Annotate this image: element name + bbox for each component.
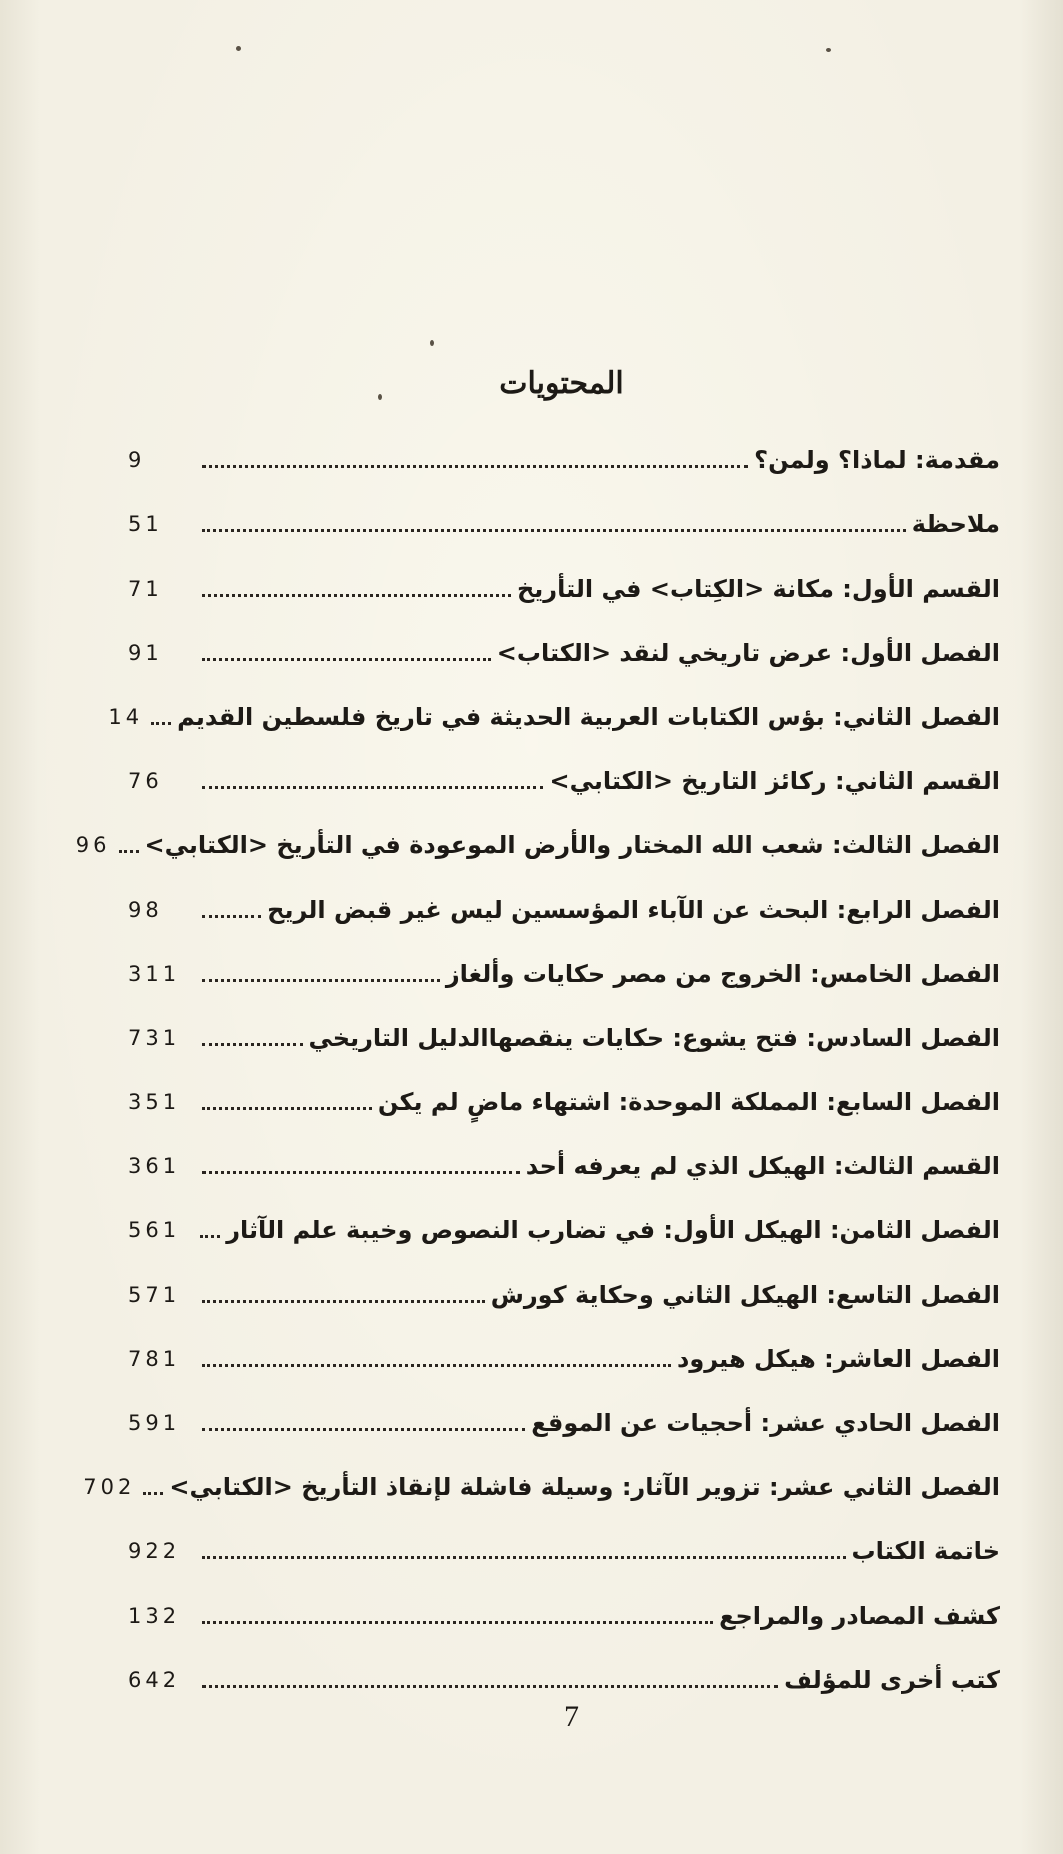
toc-entry: [128, 1632, 1000, 1696]
toc-entry-page: 591: [128, 1411, 181, 1435]
dot-leader: [202, 1171, 520, 1174]
toc-entry-page: 96: [75, 833, 111, 858]
toc-entry-title: ملاحظة: [911, 510, 1000, 539]
toc-entry-page: 9: [128, 448, 146, 473]
toc-entry: [128, 1375, 1000, 1439]
toc-entry-page: 731: [128, 1025, 181, 1050]
toc-entry-title: الفصل السادس: فتح يشوع: حكايات ينقصهاالدليل التاريخي: [308, 1023, 1000, 1052]
toc-entry-title: الفصل الأول: عرض تاريخي لنقد <الكتاب>: [496, 638, 1000, 667]
toc-entry: [83, 1439, 1000, 1503]
page-number: 7: [564, 1700, 579, 1733]
toc-entry: [75, 797, 1000, 861]
toc-entry-page: 922: [128, 1539, 181, 1564]
dot-leader: [202, 594, 511, 597]
toc-entry: [128, 1118, 1000, 1182]
table-of-contents: [75, 412, 1000, 1696]
dot-leader: [202, 915, 261, 918]
dot-leader: [200, 1235, 220, 1238]
dot-leader: [202, 529, 906, 532]
toc-entry: [128, 1503, 1000, 1567]
toc-entry-title: الفصل الحادي عشر: أحجيات عن الموقع: [531, 1409, 1000, 1437]
toc-entry-page: 71: [128, 576, 163, 601]
toc-entry-title: الفصل الخامس: الخروج من مصر حكايات وألغاز: [445, 959, 1000, 988]
dot-leader: [202, 1621, 713, 1624]
dot-leader: [202, 465, 748, 468]
dot-leader: [119, 850, 139, 853]
toc-entry: [128, 926, 1000, 990]
toc-entry-title: الفصل السابع: المملكة الموحدة: اشتهاء ماضٍ لم يكن: [377, 1088, 1000, 1117]
toc-entry-title: القسم الأول: مكانة <الكِتاب> في التأريخ: [516, 574, 1000, 603]
dot-leader: [202, 1043, 303, 1046]
toc-entry-page: 91: [128, 640, 163, 665]
toc-entry-page: 571: [128, 1282, 181, 1307]
dot-leader: [202, 979, 440, 982]
toc-entry-page: 51: [128, 512, 163, 537]
toc-entry-page: 311: [128, 961, 181, 986]
toc-entry-page: 781: [128, 1346, 181, 1371]
dot-leader: [202, 658, 491, 661]
toc-entry-page: 76: [128, 769, 163, 794]
toc-entry-title: الفصل الرابع: البحث عن الآباء المؤسسين ليس غير قبض الريح: [267, 895, 1000, 924]
toc-entry: [128, 1567, 1000, 1631]
toc-entry-page: 702: [83, 1475, 136, 1500]
toc-entry-page: 98: [128, 897, 163, 922]
dot-leader: [202, 1685, 778, 1688]
toc-entry: [128, 1054, 1000, 1118]
toc-entry-title: الفصل الثاني: بؤس الكتابات العربية الحديثة في تاريخ فلسطين القديم: [177, 702, 1000, 731]
toc-entry: [128, 540, 1000, 604]
toc-entry: [128, 605, 1000, 669]
dot-leader: [202, 1556, 846, 1559]
toc-entry: [128, 733, 1000, 797]
toc-entry-page: 642: [128, 1667, 181, 1692]
toc-entry-title: الفصل الثامن: الهيكل الأول: في تضارب النصوص وخيبة علم الآثار: [226, 1216, 1000, 1245]
toc-entry: [128, 990, 1000, 1054]
toc-entry: [128, 1182, 1000, 1246]
dot-leader: [202, 1364, 671, 1367]
paper-speck: [236, 46, 241, 51]
toc-entry: [128, 412, 1000, 476]
toc-entry-title: الفصل العاشر: هيكل هيرود: [677, 1344, 1000, 1373]
toc-entry: [128, 1311, 1000, 1375]
paper-speck: [826, 48, 831, 52]
toc-entry-title: مقدمة: لماذا؟ ولمن؟: [754, 446, 1000, 475]
toc-entry: [128, 476, 1000, 540]
toc-entry: [128, 1246, 1000, 1310]
toc-entry-title: القسم الثالث: الهيكل الذي لم يعرفه أحد: [525, 1152, 1000, 1181]
toc-entry-title: خاتمة الكتاب: [851, 1537, 1000, 1566]
toc-entry-page: 361: [128, 1154, 181, 1179]
toc-entry-page: 132: [128, 1603, 181, 1628]
toc-entry-title: القسم الثاني: ركائز التاريخ <الكتابي>: [549, 767, 1000, 796]
toc-entry-title: كشف المصادر والمراجع: [719, 1601, 1000, 1630]
toc-entry-title: الفصل الثالث: شعب الله المختار والأرض الموعودة في التأريخ <الكتابي>: [144, 831, 1000, 860]
page-title: المحتويات: [499, 366, 624, 402]
paper-speck: [430, 340, 434, 346]
dot-leader: [202, 1107, 372, 1110]
dot-leader: [151, 722, 171, 725]
dot-leader: [202, 1428, 525, 1431]
toc-entry: [108, 669, 1000, 733]
toc-entry-title: الفصل الثاني عشر: تزوير الآثار: وسيلة فاشلة لإنقاذ التأريخ <الكتابي>: [169, 1473, 1000, 1502]
dot-leader: [202, 786, 543, 789]
toc-entry-page: 351: [128, 1090, 181, 1115]
toc-entry-title: كتب أخرى للمؤلف: [784, 1665, 1000, 1694]
toc-entry: [128, 861, 1000, 925]
dot-leader: [202, 1300, 485, 1303]
dot-leader: [143, 1492, 163, 1495]
toc-entry-page: 561: [128, 1218, 181, 1243]
toc-entry-title: الفصل التاسع: الهيكل الثاني وحكاية كورش: [490, 1280, 1000, 1309]
toc-entry-page: 14: [108, 704, 144, 729]
